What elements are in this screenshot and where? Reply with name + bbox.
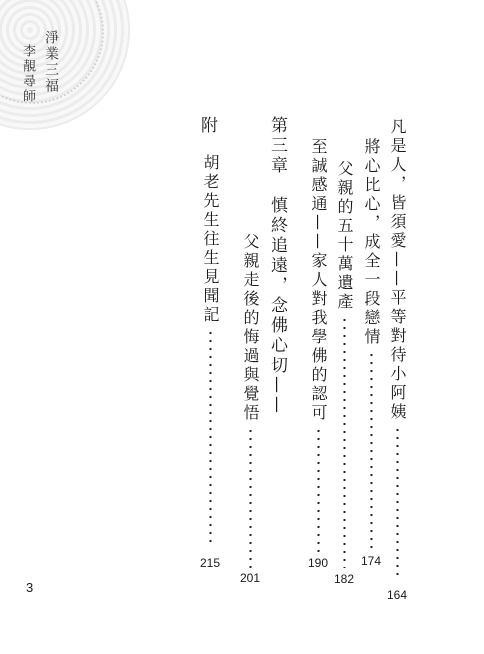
author-name: 李靚尋師 xyxy=(20,44,35,104)
toc-entry-title: 父親的五十萬遺產 xyxy=(335,160,354,312)
toc-entry-title: 父親走後的悔過與覺悟 xyxy=(241,233,260,423)
book-title: 淨業三福 xyxy=(43,30,59,94)
dot-leader xyxy=(209,329,212,544)
dot-leader xyxy=(249,427,252,568)
page-number: 3 xyxy=(26,580,34,595)
toc-entry-title: 將心比心，成全一段戀情 xyxy=(362,138,381,347)
toc-entry-page: 174 xyxy=(360,554,382,568)
toc-entry[interactable] xyxy=(238,233,262,585)
appendix-label: 附 xyxy=(197,116,217,136)
dot-leader xyxy=(317,427,320,552)
toc-entry-page: 215 xyxy=(199,556,221,570)
toc-entry-page: 190 xyxy=(307,556,329,570)
toc-entry-title: 凡是人，皆須愛——平等對待小阿姨 xyxy=(388,118,407,422)
toc-entry[interactable] xyxy=(359,138,383,568)
chapter-heading-text: 第三章 慎終追遠，念佛心切—— xyxy=(267,116,287,416)
dot-leader xyxy=(343,316,346,568)
dot-leader xyxy=(370,351,373,553)
toc-entry[interactable] xyxy=(306,138,330,570)
toc-entry[interactable] xyxy=(385,118,409,602)
toc-entry[interactable] xyxy=(198,154,222,570)
toc-entry-title: 胡老先生往生見聞記 xyxy=(201,154,220,325)
toc-entry-title: 至誠感通——家人對我學佛的認可 xyxy=(309,138,328,423)
toc-entry-page: 201 xyxy=(239,571,261,585)
dot-leader xyxy=(396,426,399,580)
chapter-heading xyxy=(268,116,285,420)
toc-entry-page: 164 xyxy=(386,588,408,602)
toc-entry-page: 182 xyxy=(333,572,355,586)
toc-entry[interactable] xyxy=(332,160,356,586)
